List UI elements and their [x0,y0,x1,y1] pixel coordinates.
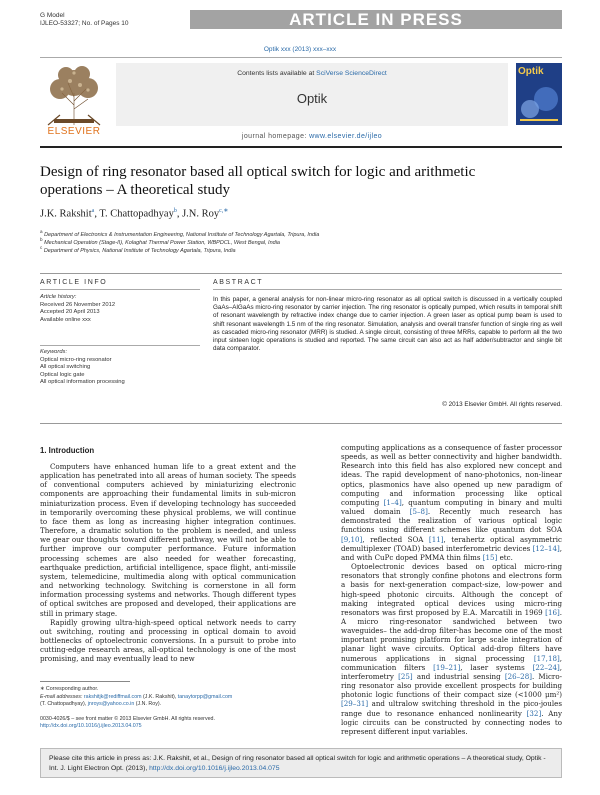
homepage-link[interactable]: www.elsevier.de/ijleo [309,133,383,140]
text-run: . Recently much research has demonstrated the realization of various optical logic functions using different schemes like quantum dot SOA [341,507,562,535]
article-info-heading [40,279,107,286]
keyword: Optical logic gate [40,371,85,378]
manuscript-id [40,12,129,28]
text-run: and ultralow switching threshold in the pico-joules range due to resonance enhanced nonlinearity [341,699,562,718]
text-run: , interferometry [341,662,563,681]
email-owner: (J.N. Roy). [134,700,162,707]
text-run: . Any logic circuits can be constructed by connecting nodes to represent different input variables. [341,708,562,736]
citation-box [40,748,562,778]
article-history [40,294,200,324]
affiliation-text: Department of Electronics & Instrumentation Engineering, National Institute of Technology Agartala, Tripura, India [44,231,320,238]
homepage-prefix: journal homepage: [241,133,310,140]
citation-link[interactable]: [9,10] [341,534,363,544]
citation-link[interactable]: [15] [482,552,498,562]
cover-art-icon [516,79,562,125]
text-run: , quantum computing in binary and multi valued domain [341,497,562,517]
text-run: , terahertz optical asymmetric demultiplexer (TOAD) based interferometric devices [341,534,562,553]
text-run: , and with CuPc doped PMMA thin films [341,543,562,562]
author-name: J.K. Rakshit [40,208,92,220]
keyword: All optical information processing [40,379,125,386]
keyword: All optical switching [40,364,91,371]
publisher-name: ELSEVIER [47,126,101,137]
journal-name: Optik [296,91,328,106]
masthead-divider [40,146,562,148]
body-column-right [341,443,562,736]
author-affiliation-mark[interactable]: c,∗ [219,208,229,214]
article-in-press-banner: ARTICLE IN PRESS [190,10,562,29]
affiliation-divider [40,273,562,274]
abstract-heading [213,279,263,286]
author-list: J.K. Rakshit$^a$, T. Chattopadhyay$^b$, J.N. Roy$^{c,∗}$ [40,208,229,220]
affiliation-mark: b [40,237,43,242]
citation-link[interactable]: [22–24] [532,662,560,672]
header-divider [40,57,562,58]
citation-link[interactable]: [12–14] [532,543,560,553]
affiliation-mark: a [40,229,43,234]
author-affiliation-mark[interactable]: b [173,208,177,214]
text-run: computing applications as a consequence of faster processor speeds, as well as better connectivity and higher bandwidth. Research into this field has also explored new concept and ideas. The rapid development of nano-photonics, non-linear optics, plasmonics have also opened up new paradigm of computing and information processing like optical computing [341,443,562,507]
citation-link[interactable]: [17,18] [533,653,560,663]
citation-link[interactable]: [5–8] [409,507,428,517]
email-label: E-mail addresses: [40,694,84,700]
paragraph [341,443,562,562]
online-date: Available online xxx [40,316,91,323]
contents-line [116,70,508,77]
citation-link[interactable]: [32] [526,708,542,718]
text-run: , reflected SOA [362,534,429,544]
author-name: J.N. Roy [182,208,220,220]
journal-cover-thumbnail [516,63,562,125]
citation-link[interactable]: [25] [398,671,413,681]
journal-reference[interactable]: Optik xxx (2013) xxx–xxx [263,46,337,53]
gmodel-label: G Model [40,12,65,19]
text-run: Optoelectronic devices based on optical micro-ring resonators that strongly confine photons and electrons form a basis for next-generation compact-size, low-power and high-speed photonic circuits. Although the concept of making integrated optical devices using micro-ring resonators was first proposed by E.A. Marcatili in 1969 [341,562,562,617]
article-title: Design of ring resonator based all optical switch for logic and arithmetic operations – A theoretical study [40,164,476,198]
citation-link[interactable]: [16] [545,607,560,617]
citation-link[interactable]: [1–4] [383,497,402,507]
abstract-label: ABSTRACT [213,279,264,286]
manuscript-number: IJLEO-53327; No. of Pages 10 [40,20,129,27]
corresponding-author-note: ∗ Corresponding author. [40,686,99,692]
contents-prefix: Contents lists available at [237,70,317,77]
affiliation [40,244,560,255]
paragraph: Computers have enhanced human life to a great extent and the application has penetrated into all areas of human society. The speeds of conventional computers achieved by miniaturizing electronic components are approaching their fundamental limits in sub-micron miniaturization process. Even if developing technology has succeeded in temporarily overcoming these physical problems, we will continue to face them as long as increasing higher integration continues. Therefore, a dramatic solution to the problem is needed, and unless we gear our thoughts toward different pathway, we will not be able to further improve our computer performance. Future information processing schemes are also needed for weather forecasting, earthquake prediction, artificial intelligence, space flight, anti-missile system, telemedicine, multimedia along with optical communication and networking technology. Switching is cornerstone in all form information processing systems and networks. Though different types of optical switches are proposed and developed, their applications are still in primary stage. [40,462,296,618]
cover-title: Optik [518,66,544,77]
keywords [40,349,200,387]
keyword: Optical micro-ring resonator [40,356,112,363]
body-column-left [40,462,296,663]
email-link[interactable]: tanaytorpp@gmail.com [177,694,233,700]
citation-text: Please cite this article in press as: J.K. Rakshit, et al., Design of ring resonator based all optical switch for logic and arithmetic operations – A theoretical study, Optik - Int. J. Light Electron Opt. (2013), [49,755,546,772]
email-addresses [40,694,296,708]
citation-link[interactable]: [11] [428,534,444,544]
paragraph [341,562,562,736]
citation-link[interactable]: [19–21] [433,662,461,672]
text-run: , communication filters [341,653,562,672]
affiliation-text: Mechanical Operation (Stage-II), Kolaghat Thermal Power Station, WBPDCL, West Bengal, India [44,239,280,246]
text-run: , laser systems [460,662,533,672]
email-owner: (J.K. Rakshit), [141,694,178,700]
author-affiliation-mark[interactable]: a [91,208,95,214]
elsevier-tree-logo-icon [40,63,108,128]
citation-link[interactable]: [29–31] [341,699,369,709]
citation-link[interactable]: [26–28] [504,671,532,681]
text-run: etc. [497,552,513,562]
issn-line: 0030-4026/$ – see front matter © 2013 Elsevier GmbH. All rights reserved. [40,716,215,722]
text-run: . Micro-ring resonator also provide excellent prospects for building photonic logic functions of their compact size (<1000 μm²) [341,671,562,700]
email-link[interactable]: rakshitjk@rediffmail.com [83,694,142,700]
article-info-label: ARTICLE INFO [40,279,108,286]
email-owner: (T. Chattopadhyay), [40,700,88,707]
doi-link-text[interactable]: http://dx.doi.org/10.1016/j.ijleo.2013.04.075 [40,723,142,729]
copyright-notice: © 2013 Elsevier GmbH. All rights reserved. [442,401,562,408]
author-name: T. Chattopadhyay [99,208,174,220]
keywords-label: Keywords: [40,349,68,355]
email-link[interactable]: jnroys@yahoo.co.in [87,700,135,707]
abstract-end-divider [40,423,562,424]
received-date: Received 26 November 2012 [40,301,116,308]
text-run: . A micro ring-resonator sandwiched between two waveguides– the add-drop filter-has become one of the most important promising platform for large scale integration of planar light wave circuits. Optical add-drop filters have numerous applications in signal processing [341,607,562,663]
history-label: Article history: [40,294,77,300]
journal-homepage [116,133,508,140]
text-run: and industrial sensing [412,671,505,681]
footnote-divider [40,681,130,682]
sciencedirect-link[interactable]: SciVerse ScienceDirect [316,70,387,77]
affiliation-mark: c [40,245,43,250]
abstract-divider [213,289,562,290]
section-heading: 1. Introduction [40,446,95,455]
keywords-divider [40,345,200,346]
affiliation-text: Department of Physics, National Institute of Technology Agartala, Tripura, India [43,247,236,254]
accepted-date: Accepted 20 April 2013 [40,309,100,316]
article-info-divider [40,289,200,290]
paragraph: Rapidly growing ultra-high-speed optical network needs to carry out switching, routing and processing in optical domain to avoid bottlenecks of optoelectronic conversions. In a pursuit to probe into cutting-edge research areas, all-optical technology is one of the most promising, and may eventually lead to new [40,617,296,664]
doi-link[interactable] [40,723,296,730]
abstract-text: In this paper, a general analysis for non-linear micro-ring resonator as all optical switch is discussed in a vertically coupled GaAs–AlGaAs micro-ring resonator by carrier injection. The ring resonator is optically pumped, which results in temporal shift of resonant wavelength by refractive index change due to carrier injection. A green laser as optical pump beam is used to shift resonant wavelength 1.5 nm of the ring resonator. Simulation, analysis and overall transfer function of single ring as well as cascaded micro-ring resonator (MRR) is studied. A single circuit, consisting of three MRRs, capable to perform all the two input sixteen logic operations is studied and reported. The same circuit can also act as half adder/subtractor and single bit data comparator. [213,296,562,353]
citation-doi-link[interactable]: http://dx.doi.org/10.1016/j.ijleo.2013.04.075 [149,764,280,772]
